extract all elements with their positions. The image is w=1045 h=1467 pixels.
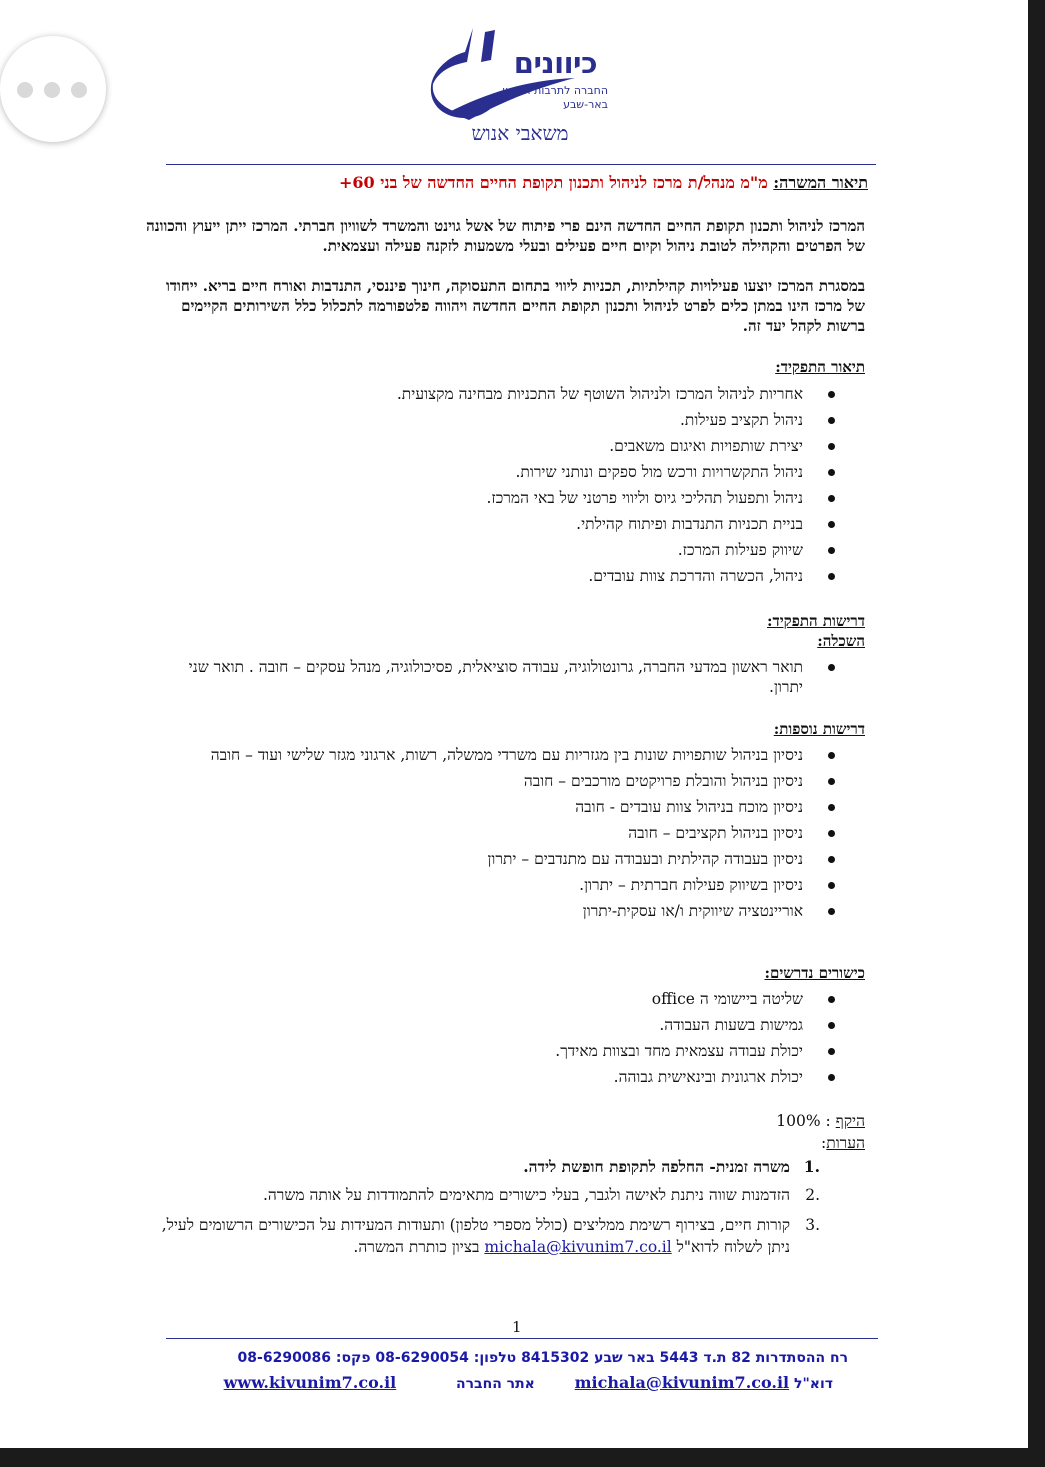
bullet-icon	[828, 521, 835, 528]
notes-heading: הערות	[826, 1134, 865, 1152]
list-item: שיווק פעילות המרכז.	[223, 540, 863, 566]
bullet-icon	[828, 1074, 835, 1081]
list-item: ניסיון בעבודה קהילתית ובעבודה עם מתנדבים – יתרון	[193, 849, 863, 875]
list-item: ניהול תקציב פעילות.	[223, 410, 863, 436]
more-options-button[interactable]	[0, 36, 106, 142]
list-item: ניהול, הכשרה והדרכת צוות עובדים.	[223, 566, 863, 592]
footer-email-link[interactable]: michala@kivunim7.co.il	[574, 1373, 790, 1392]
bullet-icon	[828, 573, 835, 580]
scope-value: : 100%	[776, 1112, 831, 1130]
list-item: ניהול התקשרויות ורכש מול ספקים ונותני שירות.	[223, 462, 863, 488]
job-title-label: תיאור המשרה:	[773, 173, 868, 192]
dot-icon	[17, 82, 33, 98]
scope-label: היקף	[835, 1112, 865, 1130]
dot-icon	[71, 82, 87, 98]
role-list	[223, 384, 863, 592]
role-heading: תיאור התפקיד:	[775, 358, 865, 376]
list-item: ניסיון בניהול תקציבים – חובה	[193, 823, 863, 849]
education-list	[163, 657, 863, 697]
list-item: ניסיון בשיווק פעילות חברתית – יתרון.	[193, 875, 863, 901]
bullet-icon	[828, 469, 835, 476]
bullet-icon	[828, 1048, 835, 1055]
list-item: .2 הזדמנות שווה ניתנת לאישה ולגבר, בעלי כישורים מתאימים להתמודדות על אותה משרה.	[262, 1186, 820, 1204]
list-item: אחריות לניהול המרכז ולניהול השוטף של התכניות מבחינה מקצועית.	[223, 384, 863, 410]
bullet-icon	[828, 830, 835, 837]
footer-email-label: דוא"ל	[794, 1376, 833, 1392]
bullet-icon	[828, 547, 835, 554]
notes-line: הערות:	[821, 1134, 865, 1152]
bullet-icon	[828, 752, 835, 759]
additional-requirements-heading: דרישות נוספות:	[773, 720, 865, 738]
apply-email-link[interactable]: michala@kivunim7.co.il	[484, 1238, 672, 1256]
notes-list	[160, 1156, 850, 1258]
skills-list	[223, 989, 863, 1093]
bullet-icon	[828, 804, 835, 811]
bullet-icon	[828, 495, 835, 502]
footer-address: רח ההסתדרות 82 ת.ד 5443 באר שבע 8415302 טלפון: 08-6290054 פקס: 08-6290086	[237, 1350, 848, 1366]
footer-website-link[interactable]: www.kivunim7.co.il	[223, 1373, 397, 1392]
bullet-icon	[828, 778, 835, 785]
list-item: ניסיון מוכח בניהול צוות עובדים - חובה	[193, 797, 863, 823]
logo-text: כיוונים	[513, 46, 597, 80]
company-logo	[425, 24, 625, 124]
bullet-icon	[828, 856, 835, 863]
intro-paragraph-2: במסגרת המרכז יוצעו פעילויות קהילתיות, תכניות ליווי בתחום התעסוקה, חינוך פיננסי, התנדבות ואורח חיים בריא. ייחודו של מרכז הינו במתן כלים לפרט לניהול ותכנון תקופת החיים החדשה ויהווה פלטפורמה לתכלול כלל השירותים הקיימים ברשות לקהל יעד זה.	[165, 277, 865, 335]
list-item: ניסיון בניהול והובלת פרויקטים מורכבים – חובה	[193, 771, 863, 797]
scope-line	[776, 1112, 865, 1131]
list-item: יכולת ארגונית ובינאישית גבוהה.	[223, 1067, 863, 1093]
bullet-icon	[828, 664, 835, 671]
dot-icon	[44, 82, 60, 98]
page-number: 1	[512, 1318, 522, 1336]
skills-heading: כישורים נדרשים:	[764, 964, 865, 982]
bullet-icon	[828, 996, 835, 1003]
list-item: ניסיון בניהול שותפויות שונות בין מגזריות עם משרדי ממשלה, רשות, ארגוני מגזר שלישי ועוד – חובה	[193, 745, 863, 765]
list-item: גמישות בשעות העבודה.	[223, 1015, 863, 1041]
intro-paragraph-1: המרכז לניהול ותכנון תקופת החיים החדשה הינם פרי פיתוח של אשל גוינט והמשרד לשוויון חברתי. המרכז ייתן ייעוץ והכוונה של הפרטים והקהילה לטובת ניהול וקיום חיים פעילים ובעלי משמעות לזקנה פעילה ועצמאית.	[146, 217, 865, 255]
logo-city: באר-שבע	[563, 98, 608, 111]
bullet-icon	[828, 417, 835, 424]
bullet-icon	[828, 443, 835, 450]
requirements-heading: דרישות התפקיד:	[767, 612, 865, 630]
list-item: ניהול ותפעול תהליכי גיוס וליווי פרטני של באי המרכז.	[223, 488, 863, 514]
list-item: יכולת עבודה עצמאית מחד ובצוות מאידך.	[223, 1041, 863, 1067]
list-item: בניית תכניות התנדבות ופיתוח קהילתי.	[223, 514, 863, 540]
list-item: .3 קורות חיים, בצירוף רשימת ממליצים (כולל מספרי טלפון) ותעודות המעידות על הכישורים הרשומים לעיל, ניתן לשלוח לדוא"ל michala@kivunim7.co.il בציון כותרת המשרה.	[161, 1216, 820, 1256]
header-divider	[166, 164, 876, 165]
department-name: משאבי אנוש	[471, 121, 569, 145]
job-title: מ"מ מנהל/ת מרכז לניהול ותכנון תקופת החיים החדשה של בני 60+	[338, 173, 768, 192]
job-title-line	[148, 173, 868, 193]
footer-divider	[166, 1338, 878, 1339]
list-item: שליטה ביישומי ה office	[223, 989, 863, 1015]
list-item: .1 משרה זמנית- החלפה לתקופת חופשת לידה.	[523, 1157, 820, 1176]
footer-site-label: אתר החברה	[455, 1376, 535, 1392]
list-item: אוריינטציה שיווקית ו/או עסקית-יתרון	[193, 901, 863, 927]
logo-subtitle: החברה לתרבות הפנאי	[502, 84, 608, 97]
list-item: יצירת שותפויות ואיגום משאבים.	[223, 436, 863, 462]
bullet-icon	[828, 391, 835, 398]
bullet-icon	[828, 1022, 835, 1029]
footer-contact	[193, 1373, 833, 1392]
bullet-icon	[828, 882, 835, 889]
list-item: תואר ראשון במדעי החברה, גרונטולוגיה, עבודה סוציאלית, פסיכולוגיה, מנהל עסקים – חובה . תואר שני יתרון.	[163, 657, 863, 697]
education-heading: השכלה:	[817, 632, 865, 650]
additional-requirements-list	[193, 745, 863, 927]
bullet-icon	[828, 908, 835, 915]
